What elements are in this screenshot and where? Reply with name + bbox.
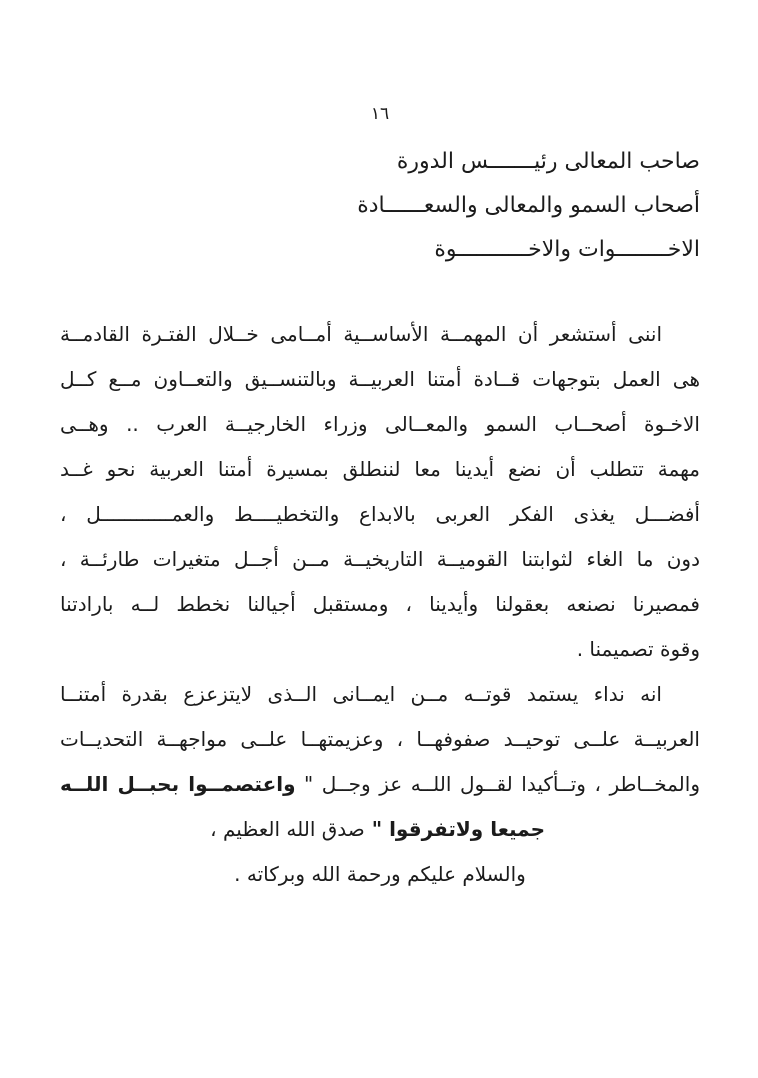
quran-quote-bold: واعتصمــوا بحبــل اللــه (60, 772, 296, 796)
text-segment: الاخـوة أصحــاب السمو والمعــالى وزراء الخارجيــة العرب .. وهــى (60, 412, 700, 436)
paragraph-2 (60, 672, 700, 897)
text-segment: وقوة تصميمنا . (576, 637, 700, 661)
text-line (60, 402, 700, 447)
greeting-line: أصحاب السمو والمعالى والسعــــــادة (357, 193, 700, 218)
page-number: ١٦ (370, 104, 390, 124)
text-line (60, 357, 700, 402)
text-line (60, 447, 700, 492)
text-segment: هى العمل بتوجهات قــادة أمتنا العربيــة وبالتنســيق والتعــاون مــع كــل (60, 367, 700, 391)
text-segment: انه نداء يستمد قوتــه مــن ايمــانى الــذى لايتزعزع بقدرة أمتنــا (60, 682, 662, 706)
document-body (60, 312, 700, 897)
text-line (60, 492, 700, 537)
greeting-block (60, 140, 700, 272)
text-segment: اننى أستشعر أن المهمــة الأساســية أمــامى خــلال الفتـرة القادمــة (60, 322, 662, 346)
text-line (60, 312, 700, 357)
text-line (60, 672, 700, 717)
text-segment: والسلام عليكم ورحمة الله وبركاته . (234, 862, 526, 886)
text-line (60, 852, 700, 897)
quran-quote-bold: جميعا ولاتفرقوا " (364, 817, 545, 841)
text-segment: دون ما الغاء لثوابتنا القوميــة التاريخيــة مــن أجــل متغيرات طارئــة ، (60, 547, 700, 571)
text-segment: مهمة تتطلب أن نضع أيدينا معا لننطلق بمسيرة أمتنا العربية نحو غــد (60, 457, 700, 481)
text-line (60, 807, 700, 852)
text-line (60, 582, 700, 627)
text-segment: فمصيرنا نصنعه بعقولنا وأيدينا ، ومستقبل أجيالنا نخطط لــه بارادتنا (60, 592, 700, 616)
text-segment: والمخــاطر ، وتــأكيدا لقــول اللــه عز وجــل " (295, 772, 700, 796)
text-line (60, 762, 700, 807)
text-segment: صدق الله العظيم ، (210, 817, 365, 841)
text-segment: العربيــة علــى توحيــد صفوفهــا ، وعزيمتهــا علــى مواجهــة التحديــات (60, 727, 700, 751)
text-line (60, 717, 700, 762)
paragraph-1 (60, 312, 700, 672)
greeting-line: صاحب المعالى رئيـــــــس الدورة (396, 149, 700, 174)
text-segment: أفضـــل يغذى الفكر العربى بالابداع والتخطيــــط والعمــــــــــــل ، (60, 502, 700, 526)
text-line (60, 627, 700, 672)
text-line (60, 537, 700, 582)
greeting-line: الاخــــــــوات والاخـــــــــــوة (434, 237, 700, 262)
